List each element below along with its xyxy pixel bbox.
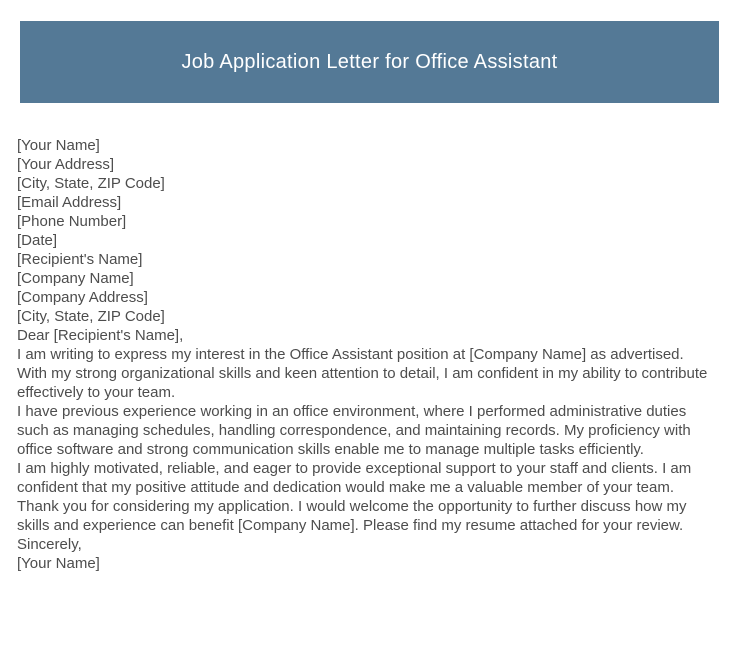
salutation-line: Dear [Recipient's Name], <box>17 327 184 344</box>
paragraph-introduction: I am writing to express my interest in the Office Assistant position at [Company Name] as advertised. With my strong organizational skills and keen attention to detail, I am confident in my ability to contribute effectively to your team. <box>17 346 708 401</box>
sender-city-state-zip-line: [City, State, ZIP Code] <box>17 175 165 192</box>
document-page <box>0 21 740 669</box>
recipient-company-address-line: [Company Address] <box>17 289 148 306</box>
recipient-city-state-zip-line: [City, State, ZIP Code] <box>17 308 165 325</box>
recipient-name-line: [Recipient's Name] <box>17 251 143 268</box>
closing-line: Sincerely, <box>17 536 82 553</box>
paragraph-thank-you: Thank you for considering my application. I would welcome the opportunity to further discuss how my skills and experience can benefit [Company Name]. Please find my resume attached for your review. <box>17 498 687 534</box>
sender-email-line: [Email Address] <box>17 194 122 211</box>
date-line: [Date] <box>17 232 58 249</box>
sender-address-line: [Your Address] <box>17 156 115 173</box>
sender-name-line: [Your Name] <box>17 137 100 154</box>
paragraph-motivation: I am highly motivated, reliable, and eager to provide exceptional support to your staff and clients. I am confident that my positive attitude and dedication would make me a valuable member of your team. <box>17 460 692 496</box>
signature-name-line: [Your Name] <box>17 555 100 572</box>
letter-body <box>17 136 716 573</box>
page-title: Job Application Letter for Office Assistant <box>181 50 558 73</box>
sender-phone-line: [Phone Number] <box>17 213 127 230</box>
paragraph-experience: I have previous experience working in an office environment, where I performed administrative duties such as managing schedules, handling correspondence, and maintaining records. My proficiency with office software and strong communication skills enable me to manage multiple tasks efficiently. <box>17 403 691 458</box>
recipient-company-line: [Company Name] <box>17 270 134 287</box>
title-banner <box>20 21 719 103</box>
